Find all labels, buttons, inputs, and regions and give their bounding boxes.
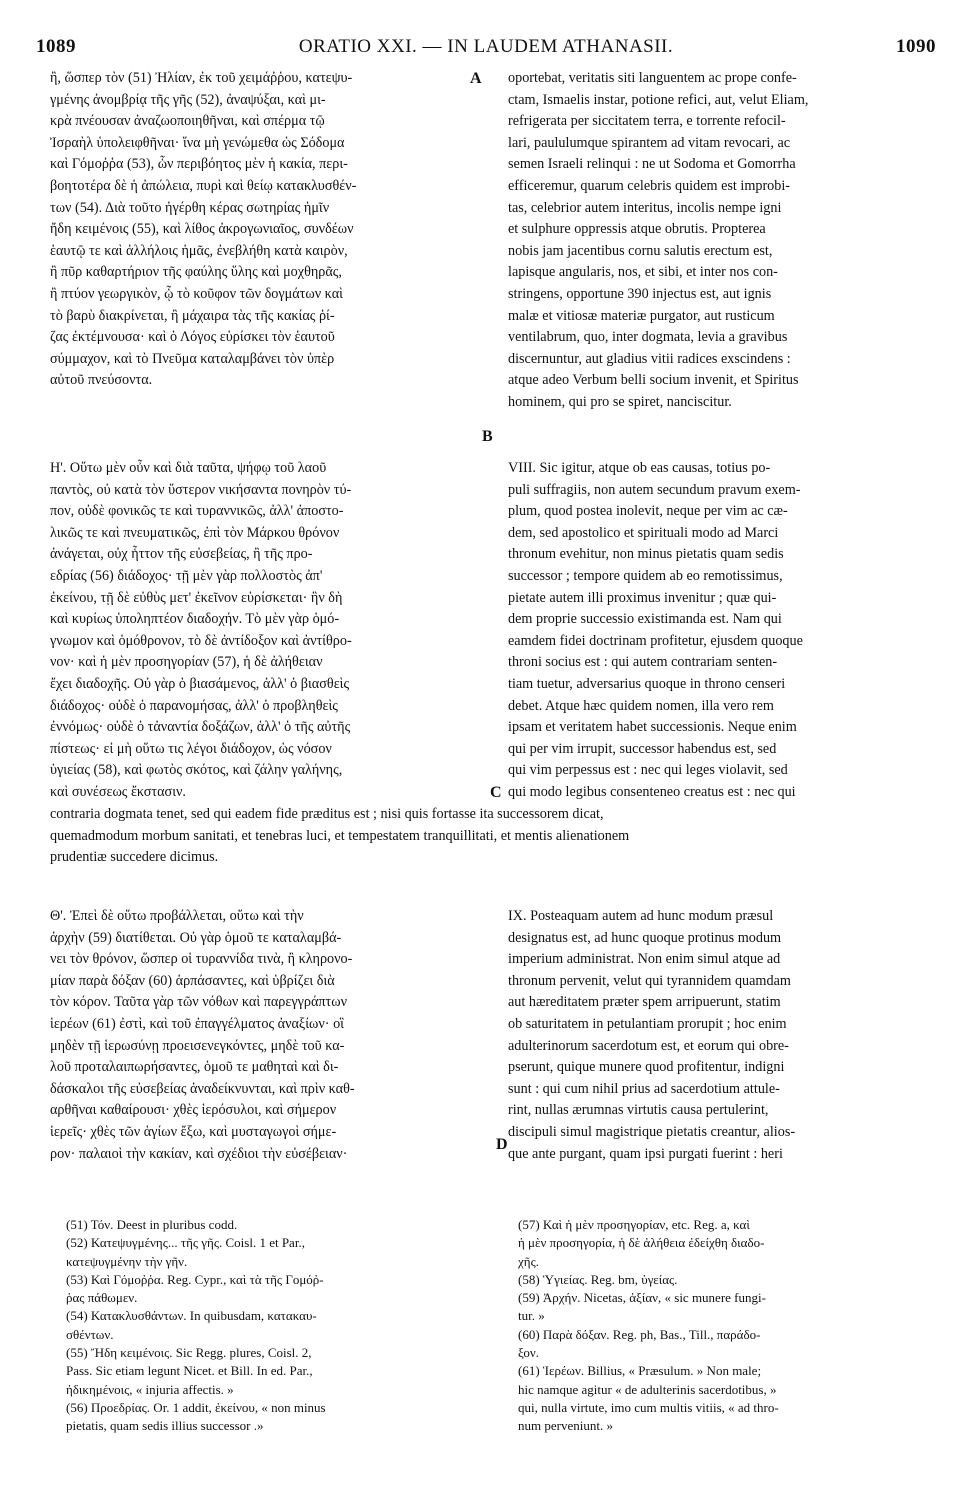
footnote-line: κατεψυγμένην τὴν γῆν.	[66, 1253, 188, 1269]
margin-marker-b: B	[482, 428, 493, 445]
latin-text-line: refrigerata per siccitatem terra, e torrente refocil-	[508, 113, 786, 130]
latin-text-line: sunt : qui cum nihil prius ad sacerdotium attule-	[508, 1080, 780, 1097]
footnote-line: hic namque agitur « de adulterinis sacerdotibus, »	[518, 1381, 777, 1397]
latin-text-line: contraria dogmata tenet, sed qui eadem fide præditus est ; nisi quis fortasse ita successorem dicat,	[50, 806, 604, 822]
greek-text-line: σύμμαχον, καὶ τὸ Πνεῦμα καταλαμβάνει τὸν ὑπὲρ	[50, 350, 335, 367]
latin-text-line: que ante purgant, quam ipsi purgati fuerint : heri	[508, 1145, 783, 1162]
latin-text-line: aut hæreditatem præter spem arripuerunt, statim	[508, 994, 781, 1011]
footnote-line: (53) Καὶ Γόμοῤῥα. Reg. Cypr., καὶ τὰ τῆς Γομόῤ-	[66, 1271, 324, 1287]
latin-text-line: thronum evehitur, non minus pietatis quam sedis	[508, 546, 784, 563]
latin-column-section-1	[508, 68, 933, 414]
latin-text-line: IX. Posteaquam autem ad hunc modum præsul	[508, 908, 774, 924]
latin-column-section-2	[508, 458, 933, 804]
latin-text-line: qui modo legibus consenteneo creatus est : nec qui	[508, 783, 796, 800]
greek-text-line: ἑαυτῷ τε καὶ ἀλλήλοις ἡμᾶς, ἐνεβλήθη κατὰ καιρὸν,	[50, 242, 348, 259]
margin-marker-a: A	[470, 70, 482, 87]
latin-text-line: ipsam et veritatem habet successionis. Neque enim	[508, 719, 797, 736]
footnote-line: (57) Καὶ ἡ μὲν προσηγορίαν, etc. Reg. a, καὶ	[518, 1217, 750, 1232]
latin-full-width-continuation	[50, 804, 940, 869]
footnote-line: (56) Προεδρίας. Or. 1 addit, ἐκείνου, « non minus	[66, 1399, 326, 1415]
latin-text-line: debet. Atque hæc quidem nomen, illa vero rem	[508, 697, 774, 714]
greek-text-line: μίαν παρὰ δόξαν (60) ἁρπάσαντες, καὶ ὑβρίζει διὰ	[50, 972, 335, 989]
latin-text-line: pserunt, quique munere quod profitentur, indigni	[508, 1059, 785, 1076]
footnote-line: (60) Παρὰ δόξαν. Reg. ph, Bas., Till., παράδο-	[518, 1326, 761, 1342]
greek-text-line: ἢ πτύον γεωργικὸν, ᾧ τὸ κοῦφον τῶν δογμάτων καὶ	[50, 285, 343, 302]
greek-text-line: καὶ συνέσεως ἔκστασιν.	[50, 783, 186, 800]
greek-text-line: νον· καὶ ἡ μὲν προσηγορίαν (57), ἡ δὲ ἀλήθειαν	[50, 654, 323, 671]
latin-text-line: designatus est, ad hunc quoque protinus modum	[508, 929, 782, 946]
greek-text-line: αρθῆναι καθαίρουσι· χθὲς ἱερόσυλοι, καὶ σήμερον	[50, 1102, 337, 1119]
latin-text-line: malæ et vitiosæ materiæ purgator, aut rusticum	[508, 307, 775, 324]
footnote-line: ἡ μὲν προσηγορία, ἡ δὲ ἀλήθεια ἐδείχθη διαδο-	[518, 1235, 765, 1251]
greek-text-line: τὸ βαρὺ διακρίνεται, ἢ μάχαιρα τὰς τῆς κακίας ῥί-	[50, 307, 335, 324]
latin-text-line: tas, celebrior autem interitus, incolis nempe igni	[508, 199, 782, 216]
footnote-line: qui, nulla virtute, imo cum multis vitiis, « ad thro-	[518, 1399, 779, 1415]
greek-text-line: γμένης ἀνομβρίᾳ τῆς γῆς (52), ἀναψύξαι, καὶ μι-	[50, 91, 326, 108]
greek-column-section-1	[50, 68, 490, 392]
footnote-line: σθέντων.	[66, 1326, 114, 1342]
footnote-line: (54) Κατακλυσθάντων. In quibusdam, κατακαυ-	[66, 1308, 317, 1324]
greek-text-line: Θ'. Ἐπεὶ δὲ οὕτω προβάλλεται, οὕτω καὶ τὴν	[50, 908, 304, 924]
latin-text-line: lapisque angularis, nos, et sibi, et inter nos con-	[508, 264, 778, 281]
latin-text-line: lari, paululumque spirantem ad vitam revocari, ac	[508, 134, 791, 151]
greek-text-line: ζας ἐκτέμνουσα· καὶ ὁ Λόγος εὑρίσκει τὸν ἑαυτοῦ	[50, 329, 335, 346]
greek-text-line: ἱερέων (61) ἐστὶ, καὶ τοῦ ἐπαγγέλματος ἀναξίων· οἳ	[50, 1015, 344, 1032]
footnote-line: Pass. Sic etiam legunt Nicet. et Bill. In ed. Par.,	[66, 1363, 313, 1379]
footnote-line: (59) Ἀρχήν. Nicetas, ἀξίαν, « sic munere fungi-	[518, 1290, 766, 1306]
greek-column-section-2	[50, 458, 490, 804]
running-title: ORATIO XXI. — IN LAUDEM ATHANASII.	[298, 36, 674, 57]
latin-text-line: eamdem fidei doctrinam profitetur, ejusdem quoque	[508, 632, 803, 649]
greek-text-line: πον, οὐδὲ φονικῶς τε καὶ τυραννικῶς, ἀλλ' ἀποστο-	[50, 503, 344, 520]
latin-text-line: oportebat, veritatis siti languentem ac prope confe-	[508, 70, 797, 86]
latin-text-line: imperium administrat. Non enim simul atque ad	[508, 951, 781, 968]
greek-text-line: ἀρχὴν (59) διατίθεται. Οὐ γὰρ ὁμοῦ τε καταλαμβά-	[50, 929, 342, 946]
greek-text-line: ἤδη κειμένοις (55), καὶ λίθος ἀκρογωνιαῖος, συνδέων	[50, 221, 354, 238]
latin-text-line: semen Israeli relinqui : ne ut Sodoma et Gomorrha	[508, 156, 796, 173]
footnote-line: tur. »	[518, 1308, 545, 1324]
latin-text-line: discipuli simul magistrique pietatis creantur, alios-	[508, 1123, 796, 1140]
latin-text-line: ob saturitatem in petulantiam prorupit ; hoc enim	[508, 1015, 787, 1032]
latin-text-line: dem, sed apostolico et spirituali modo ad Marci	[508, 524, 779, 541]
greek-text-line: μηδὲν τῇ ἱερωσύνῃ προεισενεγκόντες, μηδὲ τοῦ κα-	[50, 1037, 345, 1054]
latin-text-line: plum, quod postea inolevit, neque per vim ac cæ-	[508, 503, 788, 520]
greek-text-line: πίστεως· εἰ μὴ οὕτω τις λέγοι διάδοχον, ὡς νόσον	[50, 740, 332, 757]
latin-text-line: et sulphure oppressis atque obrutis. Propterea	[508, 221, 766, 238]
latin-text-line: rint, nullas ærumnas virtutis causa pertulerint,	[508, 1102, 769, 1119]
greek-text-line: διάδοχος· οὐδὲ ὁ παρανομήσας, ἀλλ' ὁ προβληθεὶς	[50, 697, 338, 714]
latin-text-line: atque adeo Verbum belli socium invenit, et Spiritus	[508, 372, 799, 389]
greek-text-line: ἐννόμως· οὐδὲ ὁ τἀναντία δοξάζων, ἀλλ' ὁ τῆς αὐτῆς	[50, 719, 351, 736]
greek-text-line: ὑγιείας (58), καὶ φωτὸς σκότος, καὶ ζάλην γαλήνης,	[50, 762, 343, 779]
greek-text-line: γνωμον καὶ ὁμόθρονον, τὸ δὲ ἀντίδοξον καὶ ἀντίθρο-	[50, 632, 352, 649]
greek-text-line: λοῦ προταλαιπωρήσαντες, ὁμοῦ τε μαθηταὶ καὶ δι-	[50, 1059, 339, 1076]
margin-marker-c: C	[490, 784, 502, 801]
footnotes-right	[518, 1216, 933, 1436]
footnote-line: (61) Ἱερέων. Billius, « Præsulum. » Non male;	[518, 1363, 762, 1379]
greek-text-line: ρον· παλαιοὶ τὴν κακίαν, καὶ σχέδιοι τὴν εὐσέβειαν·	[50, 1145, 348, 1162]
greek-text-line: ἢ πῦρ καθαρτήριον τῆς φαύλης ὕλης καὶ μοχθηρᾶς,	[50, 264, 342, 281]
footnote-line: num perveniunt. »	[518, 1418, 613, 1434]
footnote-line: (58) Ὑγιείας. Reg. bm, ὑγείας.	[518, 1271, 678, 1287]
margin-marker-d: D	[496, 1136, 508, 1153]
latin-text-line: nobis jam jacentibus cornu salutis erectum est,	[508, 242, 773, 259]
greek-text-line: τὸν κόρον. Ταῦτα γὰρ τῶν νόθων καὶ παρεγγράπτων	[50, 994, 348, 1011]
latin-text-line: quemadmodum morbum sanitati, et tenebras luci, et tempestatem tranquillitati, et mentis alienationem	[50, 827, 630, 844]
latin-text-line: successor ; tempore quidem ab eo remotissimus,	[508, 567, 783, 584]
latin-column-section-3	[508, 906, 933, 1165]
greek-text-line: ἢ, ὥσπερ τὸν (51) Ἠλίαν, ἐκ τοῦ χειμάῤῥου, κατεψυ-	[50, 70, 353, 86]
greek-text-line: εδρίας (56) διάδοχος· τῇ μὲν γὰρ πολλοστὸς ἀπ'	[50, 567, 323, 584]
latin-text-line: thronum pervenit, velut qui tyrannidem quamdam	[508, 972, 791, 989]
greek-text-line: καὶ Γόμοῤῥα (53), ὧν περιβόητος μὲν ἡ κακία, περι-	[50, 156, 348, 173]
latin-text-line: puli suffragiis, non autem secundum pravum exem-	[508, 481, 801, 498]
latin-text-line: efficeremur, quarum celebris quidem est improbi-	[508, 177, 791, 194]
greek-text-line: αὐτοῦ πνεύσοντα.	[50, 372, 153, 389]
greek-text-line: καὶ κυρίως ὑποληπτέον διαδοχήν. Τὸ μὲν γὰρ ὁμό-	[50, 611, 340, 628]
latin-text-line: qui per vim irrupit, successor habendus est, sed	[508, 740, 777, 757]
latin-text-line: VIII. Sic igitur, atque ob eas causas, totius po-	[508, 460, 771, 476]
latin-text-line: throni socius est : qui autem contrariam senten-	[508, 654, 778, 671]
greek-text-line: ἱερεῖς· χθὲς τῶν ἁγίων ἔξω, καὶ μυσταγωγοὶ σήμε-	[50, 1123, 337, 1140]
latin-text-line: stringens, opportune 390 injectus est, aut ignis	[508, 285, 772, 302]
latin-text-line: ventilabrum, quo, inter dogmata, levia a gravibus	[508, 329, 788, 346]
footnote-line: (55) Ἤδη κειμένοις. Sic Regg. plures, Coisl. 2,	[66, 1345, 312, 1361]
greek-text-line: νει τὸν θρόνον, ὥσπερ οἱ τυραννίδα τινὰ, ἢ κληρονο-	[50, 951, 353, 968]
footnote-line: (51) Τόν. Deest in pluribus codd.	[66, 1217, 238, 1232]
greek-text-line: βοητοτέρα δὲ ἡ ἀπώλεια, πυρὶ καὶ θείῳ κατακλυσθέν-	[50, 177, 357, 194]
greek-text-line: δάσκαλοι τῆς εὐσεβείας ἀναδείκνυνται, καὶ πρὶν καθ-	[50, 1080, 355, 1097]
greek-text-line: λικῶς τε καὶ πνευματικῶς, ἐπὶ τὸν Μάρκου θρόνον	[50, 524, 340, 541]
page-number-right: 1090	[896, 36, 936, 57]
latin-text-line: ctam, Ismaelis instar, potione refici, aut, velut Eliam,	[508, 91, 809, 108]
footnote-line: ῥας πάθωμεν.	[66, 1290, 138, 1306]
greek-column-section-3	[50, 906, 490, 1165]
latin-text-line: adulterinorum sacerdotum est, et eorum qui obre-	[508, 1037, 789, 1054]
greek-text-line: των (54). Διὰ τοῦτο ἠγέρθη κέρας σωτηρίας ἡμῖν	[50, 199, 330, 216]
latin-text-line: discernuntur, aut gladius vitii radices exscindens :	[508, 350, 791, 367]
footnote-line: ἠδικημένοις, « injuria affectis. »	[66, 1381, 234, 1397]
greek-text-line: ἔχει διαδοχῆς. Οὐ γὰρ ὁ βιασάμενος, ἀλλ' ὁ βιασθεὶς	[50, 675, 350, 692]
latin-text-line: qui vim perpessus est : nec qui leges violavit, sed	[508, 762, 788, 779]
greek-text-line: Η'. Οὕτω μὲν οὖν καὶ διὰ ταῦτα, ψήφῳ τοῦ λαοῦ	[50, 460, 327, 476]
running-header	[36, 36, 936, 62]
latin-text-line: tiam tuetur, adversarius quoque in throno censeri	[508, 675, 786, 692]
latin-text-line: pietate autem illi proximus invenitur ; quæ qui-	[508, 589, 777, 606]
latin-text-line: hominem, qui pro se spiret, nanciscitur.	[508, 393, 732, 410]
footnotes-left	[66, 1216, 486, 1436]
latin-text-line: prudentiæ succedere dicimus.	[50, 849, 219, 866]
greek-text-line: ἐκείνου, τῇ δὲ εὐθὺς μετ' ἐκεῖνον εὑρίσκεται· ἣν δὴ	[50, 589, 343, 606]
footnote-line: pietatis, quam sedis illius successor .»	[66, 1418, 264, 1434]
footnote-line: χῆς.	[518, 1253, 539, 1269]
latin-text-line: dem proprie successio existimanda est. Nam qui	[508, 611, 782, 628]
footnote-line: (52) Κατεψυγμένης... τῆς γῆς. Coisl. 1 et Par.,	[66, 1235, 305, 1251]
greek-text-line: Ἰσραὴλ ὑπολειφθῆναι· ἵνα μὴ γενώμεθα ὡς Σόδομα	[50, 134, 345, 151]
greek-text-line: παντὸς, οὐ κατὰ τὸν ὕστερον νικήσαντα πονηρὸν τύ-	[50, 481, 352, 498]
greek-text-line: κρὰ πνέουσαν ἀναζωοποιηθῆναι, καὶ σπέρμα τῷ	[50, 113, 325, 130]
footnote-line: ξον.	[518, 1345, 539, 1361]
greek-text-line: ἀνάγεται, οὐχ ἧττον τῆς εὐσεβείας, ἢ τῆς προ-	[50, 546, 313, 563]
page-number-left: 1089	[36, 36, 76, 57]
